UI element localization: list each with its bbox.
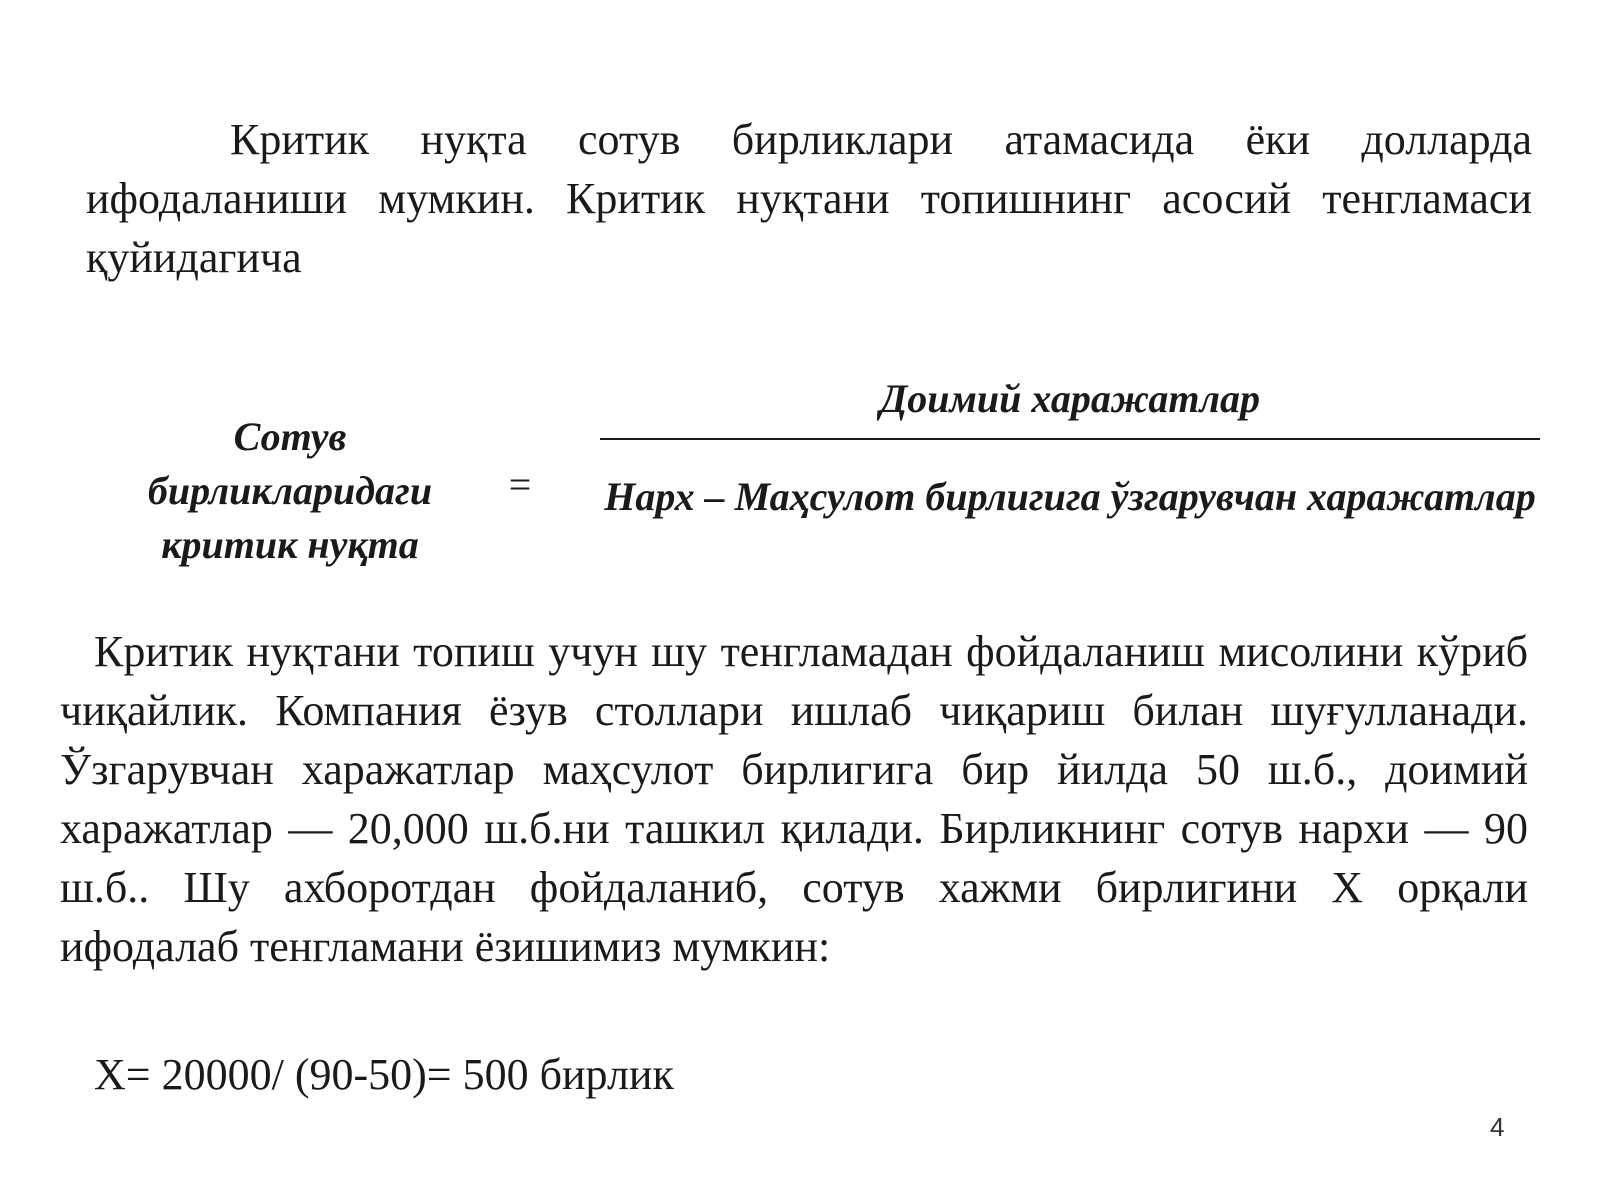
break-even-equation [0, 370, 1600, 600]
intro-paragraph: Критик нуқта сотув бирликлари атамасида ёки долларда ифодаланиши мумкин. Критик нуқтани топишнинг асосий тенгламаси қуйидагича [86, 115, 1532, 282]
result-formula: X= 20000/ (90-50)= 500 бирлик [94, 1050, 674, 1099]
equation-left-side: Сотув бирликларидаги критик нуқта [147, 414, 433, 567]
fraction-line [600, 438, 1540, 440]
page-number: 4 [1490, 1112, 1505, 1142]
example-paragraph: Критик нуқтани топиш учун шу тенгламадан фойдаланиш мисолини кўриб чиқайлик. Компания ёзув столлари ишлаб чиқариш билан шуғулланади. Ўзгарувчан харажатлар маҳсулот бирлигига бир йилда 50 ш.б., доимий харажатлар — 20,000 ш.б.ни ташкил қилади. Бирликнинг сотув нархи — 90 ш.б.. Шу ахборотдан фойдаланиб, сотув хажми бирлигини X орқали ифодалаб тенгламани ёзишимиз мумкин: [60, 627, 1528, 971]
equals-sign: = [508, 462, 532, 507]
equation-denominator: Нарх – Маҳсулот бирлигига ўзгарувчан харажатлар [604, 474, 1536, 519]
equation-numerator: Доимий харажатлар [879, 376, 1261, 421]
